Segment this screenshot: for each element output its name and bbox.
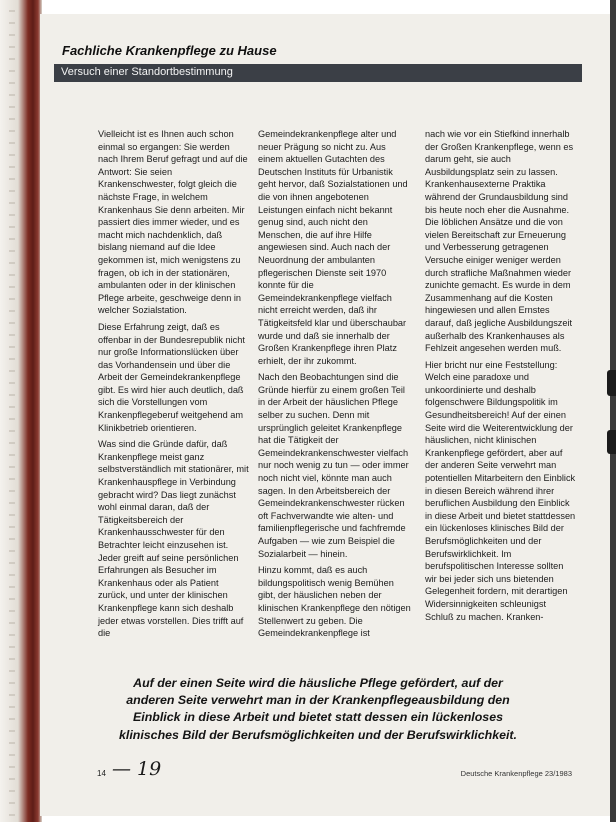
paragraph: Was sind die Gründe dafür, daß Krankenpflege meist ganz selbstverständlich mit stationärer, mit Krankenhauspflege in Verbindung gebracht wird? Das liegt zunächst wohl einmal daran, daß der Tätigkeitsbereich der Krankenhausschwester für den Betrachter leicht einzusehen ist. Jeder greift auf seine persönlichen Erfahrungen als Besucher im Krankenhaus oder als Patient zurück, und unter der klinischen Krankenpflege kann sich deshalb jeder etwas vorstellen. Dies trifft auf die	[98, 439, 249, 639]
paragraph: Diese Erfahrung zeigt, daß es offenbar in der Bundesrepublik nicht nur große Informationslücken über das Vorhandensein und über die Arbeit der Gemeindekrankenpflege gibt. Es wird hier auch deutlich, daß sich die Vorstellungen vom Krankenpflegeberuf weitgehend am Klinikbetrieb orientieren.	[98, 321, 245, 433]
paragraph: nach wie vor ein Stiefkind innerhalb der Großen Krankenpflege, wenn es darum geht, sie auch Ausbildungsplatz sein zu lassen. Krankenhausexterne Praktika während der Grundausbildung sind bis heute noch eher die Ausnahme. Die löblichen Ansätze und die von vielen Bereitschaft zur Erneuerung und Verbesserung getragenen Versuche einiger weniger werden durch strafliche Maßnahmen wieder zunichte gemacht. Es wurde in dem Zusammenhang auf die Kosten hingewiesen und allen Ernstes darauf, daß jegliche Ausbildungszeit außerhalb des Krankenhauses als Fehlzeit angesehen werden muß.	[425, 129, 574, 354]
handwritten-annotation: — 19	[112, 758, 162, 780]
paragraph: Hier bricht nur eine Feststellung: Welch eine paradoxe und unkoordinierte und deshalb folgenschwere Bildungspolitik im Gesundheitsbereich! Auf der einen Seite wird die Weiterentwicklung der häuslichen, nicht klinischen Krankenpflege gefördert, aber auf der anderen Seite verwehrt man potentiellen Mitarbeitern den Einblick in diesen Bereich während ihrer beruflichen Ausbildung den Einblick in diese Arbeit und bietet stattdessen ein lückenloses klinisches Bild der Berufsmöglichkeiten und der Berufswirklichkeit. Im berufspolitischen Interesse sollten wir bei jeder sich uns bietenden Gelegenheit fordern, mit derartigen Widersinnigkeiten schleunigst Schluß zu machen. Kranken-	[425, 359, 576, 622]
binder-clip-bottom	[607, 430, 616, 454]
binder-clip-top	[607, 370, 616, 396]
paragraph: Nach den Beobachtungen sind die Gründe hierfür zu einem großen Teil in der Arbeit der häuslichen Pflege selber zu suchen. Denn mit ursprünglich geleitet Krankenpflege hat die Tätigkeit der Gemeindekrankenschwester vielfach nur noch wenig zu tun — oder immer noch nicht viel, könnte man auch sagen. In den Arbeitsbereich der Gemeindekrankenschwester rücken oft Fachverwandte wie alten- und familienpflegerische und fachfremde Aufgaben — wie zum Beispiel die Sozialarbeit — hinein.	[258, 372, 409, 559]
binding-spine	[0, 0, 42, 822]
paragraph: Vielleicht ist es Ihnen auch schon einmal so ergangen: Sie werden nach Ihrem Beruf gefragt und auf die Antwort: Sie seien Krankenschwester, folgt gleich die nächste Frage, in welchem Krankenhaus Sie denn arbeiten. Mir passiert dies immer wieder, und es macht mich nachdenklich, daß bislang niemand auf die Idee gekommen ist, mich wenigstens zu fragen, ob ich in der stationären, ambulanten oder in der klinischen Pflege arbeite, geschweige denn in welcher Sozialstation.	[98, 129, 248, 316]
paragraph: Hinzu kommt, daß es auch bildungspolitisch wenig Bemühen gibt, der häuslichen neben der klinischen Krankenpflege den nötigen Stellenwert zu geben. Die Gemeindekrankenpflege ist	[258, 565, 411, 639]
binding-holes	[9, 0, 15, 822]
subtitle-banner-text: Versuch einer Standortbestimmung	[61, 66, 233, 78]
subtitle-banner	[54, 64, 582, 82]
paragraph: Gemeindekrankenpflege alter und neuer Prägung so nicht zu. Aus einem aktuellen Gutachten des Deutschen Instituts für Urbanistik geht hervor, daß Sozialstationen und die von ihnen angebotenen Leistungen einfach nicht bekannt genug sind, auch nicht den Menschen, die auf ihre Hilfe angewiesen sind. Auch nach der Neuordnung der ambulanten pflegerischen Dienste seit 1970 konnte für die Gemeindekrankenpflege vielfach nicht erreicht werden, daß ihr Tätigkeitsfeld klar und überschaubar wurde und daß sie innerhalb der Großen Krankenpflege ihren Platz erhielt, der ihr zukommt.	[258, 129, 408, 366]
section-title: Fachliche Krankenpflege zu Hause	[62, 43, 277, 58]
page-number: 14	[97, 769, 106, 778]
text-column-1	[98, 128, 250, 644]
page-edge	[610, 0, 616, 822]
text-column-2	[258, 128, 413, 644]
text-column-3	[425, 128, 577, 627]
source-citation: Deutsche Krankenpflege 23/1983	[460, 769, 572, 778]
pull-quote: Auf der einen Seite wird die häusliche Pflege gefördert, auf der anderen Seite verwehrt man in der Krankenpflegeausbildung den Einblick in diese Arbeit und bietet statt dessen ein lückenloses klinisches Bild der Berufsmöglichkeiten und der Berufswirklichkeit.	[119, 676, 517, 742]
